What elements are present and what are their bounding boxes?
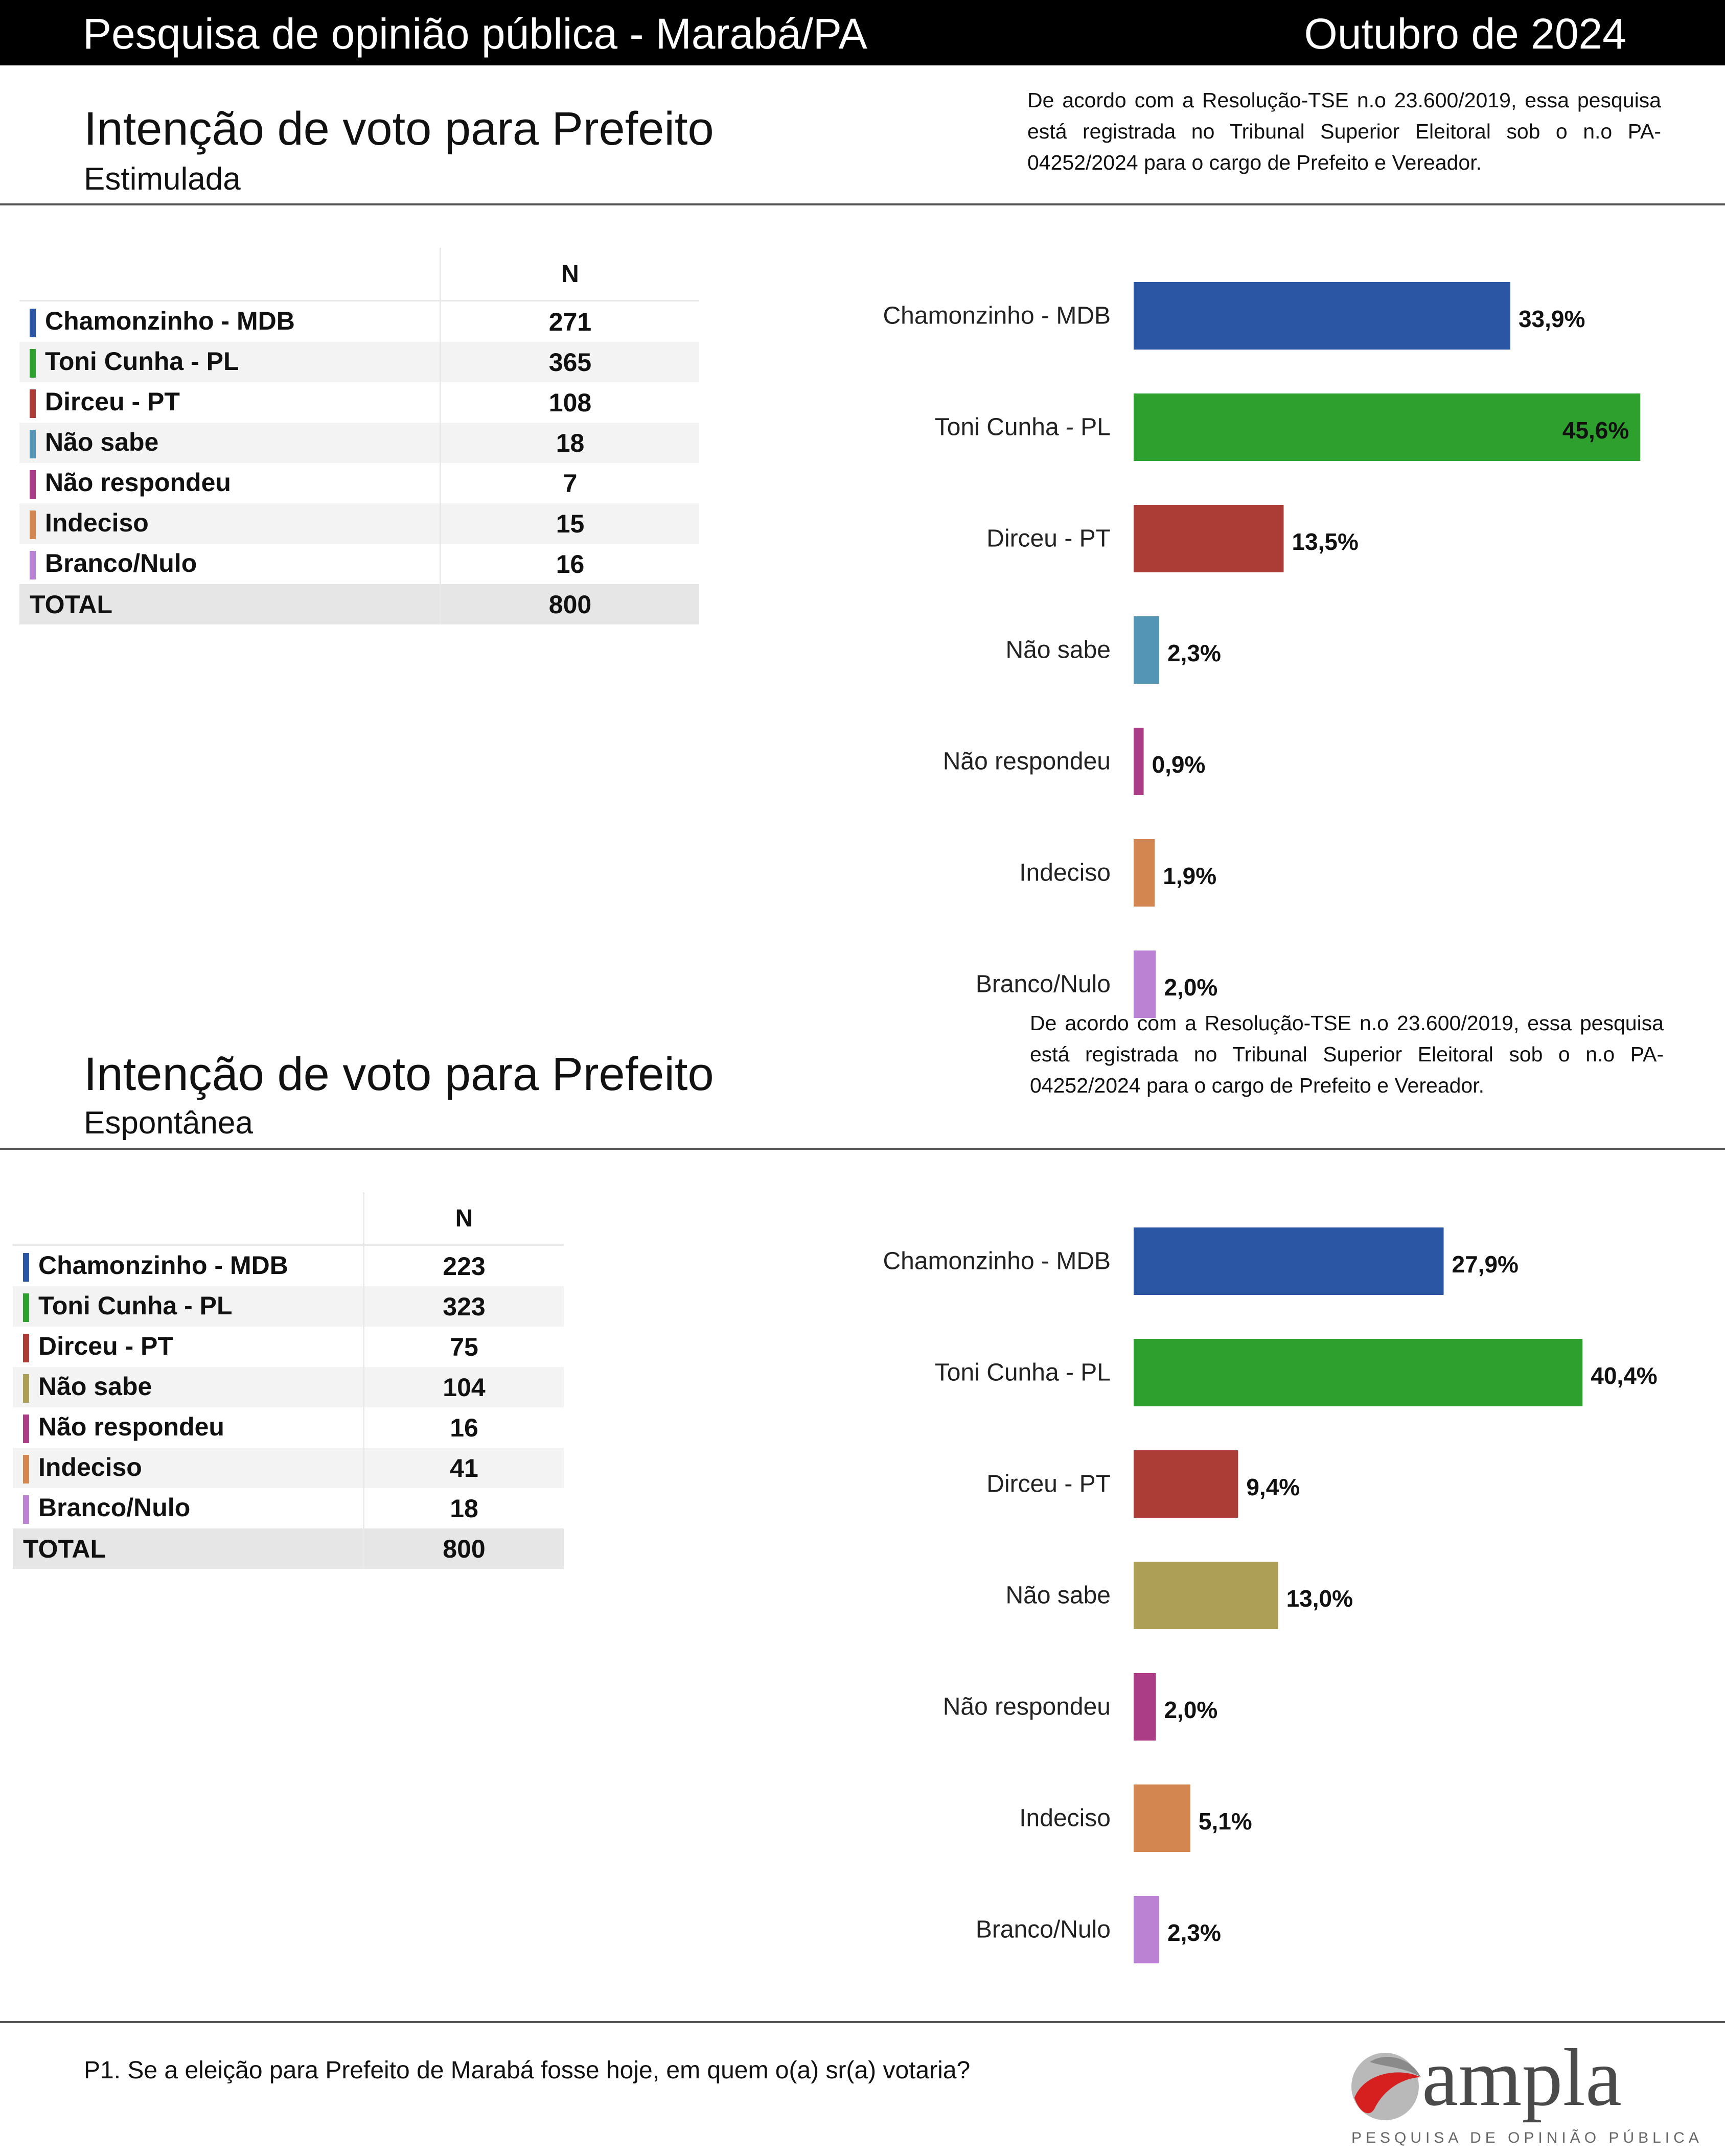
value-label: 40,4% bbox=[1591, 1362, 1658, 1389]
color-swatch bbox=[30, 551, 36, 579]
tse-notice-text: De acordo com a Resolução-TSE n.o 23.600/2019, essa pesquisa está registrada no Tribunal Superior Eleitoral sob o n.o PA-04252/2024 para o cargo de Prefeito e Vereador. bbox=[1030, 1011, 1664, 1097]
section-divider bbox=[0, 203, 1725, 205]
logo-swirl-icon bbox=[1344, 2042, 1431, 2128]
section-subtitle: Estimulada bbox=[84, 161, 241, 197]
row-count: 18 bbox=[364, 1488, 564, 1528]
table-row bbox=[13, 1407, 564, 1448]
value-label: 33,9% bbox=[1518, 306, 1585, 332]
value-label: 2,0% bbox=[1164, 1697, 1218, 1723]
value-label: 2,0% bbox=[1164, 974, 1218, 1001]
row-label-cell bbox=[19, 301, 441, 342]
footer-divider bbox=[0, 2021, 1725, 2023]
row-count: 108 bbox=[441, 382, 700, 423]
row-label: Toni Cunha - PL bbox=[38, 1291, 233, 1320]
category-label: Indeciso bbox=[1019, 1804, 1111, 1832]
color-swatch bbox=[30, 511, 36, 539]
table-row bbox=[13, 1488, 564, 1528]
report-date: Outubro de 2024 bbox=[1304, 10, 1626, 58]
table-row bbox=[13, 1367, 564, 1407]
row-count: 323 bbox=[364, 1286, 564, 1327]
section-title: Intenção de voto para Prefeito bbox=[84, 1048, 714, 1100]
count-header: N bbox=[441, 248, 700, 301]
value-label: 2,3% bbox=[1167, 640, 1221, 666]
survey-question: P1. Se a eleição para Prefeito de Marabá fosse hoje, em quem o(a) sr(a) votaria? bbox=[84, 2057, 971, 2084]
logo-tagline: PESQUISA DE OPINIÃO PÚBLICA bbox=[1351, 2129, 1703, 2146]
row-count: 41 bbox=[364, 1448, 564, 1488]
top-bar bbox=[0, 0, 1725, 65]
category-label: Dirceu - PT bbox=[986, 1470, 1111, 1498]
row-label: Não respondeu bbox=[38, 1412, 224, 1442]
row-label-cell bbox=[13, 1367, 364, 1407]
bar bbox=[1134, 1339, 1582, 1406]
tse-notice bbox=[1030, 1011, 1664, 1125]
row-label: Indeciso bbox=[45, 508, 149, 538]
bar bbox=[1134, 616, 1159, 684]
table-row bbox=[19, 503, 699, 544]
total-row bbox=[19, 584, 699, 624]
row-label-cell bbox=[19, 342, 441, 382]
category-label: Indeciso bbox=[1019, 859, 1111, 887]
value-label: 0,9% bbox=[1152, 751, 1206, 778]
value-label: 27,9% bbox=[1452, 1251, 1519, 1278]
row-count: 223 bbox=[364, 1245, 564, 1287]
report-title: Pesquisa de opinião pública - Marabá/PA bbox=[83, 10, 867, 58]
category-label: Chamonzinho - MDB bbox=[883, 1247, 1111, 1275]
chart-svg bbox=[767, 256, 1725, 1035]
row-label-cell bbox=[19, 463, 441, 503]
bar bbox=[1134, 1450, 1238, 1518]
row-label: Indeciso bbox=[38, 1453, 142, 1482]
row-label-cell bbox=[19, 544, 441, 584]
row-count: 75 bbox=[364, 1327, 564, 1367]
row-count: 16 bbox=[364, 1407, 564, 1448]
bar bbox=[1134, 839, 1155, 907]
ampla-logo bbox=[1339, 2031, 1703, 2149]
category-label: Chamonzinho - MDB bbox=[883, 302, 1111, 330]
row-count: 15 bbox=[441, 503, 700, 544]
row-count: 104 bbox=[364, 1367, 564, 1407]
category-label: Dirceu - PT bbox=[986, 525, 1111, 552]
value-label: 9,4% bbox=[1246, 1474, 1300, 1500]
table-row bbox=[19, 301, 699, 342]
category-label: Toni Cunha - PL bbox=[934, 1359, 1111, 1386]
table-row bbox=[13, 1245, 564, 1287]
section-subtitle: Espontânea bbox=[84, 1105, 253, 1141]
row-label-cell bbox=[13, 1448, 364, 1488]
color-swatch bbox=[23, 1415, 29, 1443]
bar bbox=[1134, 1896, 1159, 1963]
row-count: 16 bbox=[441, 544, 700, 584]
logo-wordmark: ampla bbox=[1422, 2032, 1622, 2123]
category-label: Branco/Nulo bbox=[975, 1916, 1111, 1943]
row-count: 18 bbox=[441, 423, 700, 463]
row-count: 271 bbox=[441, 301, 700, 342]
color-swatch bbox=[30, 430, 36, 458]
table-row bbox=[19, 463, 699, 503]
bar bbox=[1134, 1227, 1444, 1295]
total-count: 800 bbox=[441, 584, 700, 624]
bar bbox=[1134, 1673, 1156, 1741]
color-swatch bbox=[30, 349, 36, 378]
table-row bbox=[19, 382, 699, 423]
value-label: 45,6% bbox=[1562, 417, 1629, 444]
count-table bbox=[19, 248, 699, 624]
row-label-cell bbox=[13, 1245, 364, 1287]
category-label: Não respondeu bbox=[942, 1693, 1111, 1721]
row-label: Não sabe bbox=[45, 428, 159, 457]
category-label: Não sabe bbox=[1005, 1582, 1111, 1609]
row-label: Dirceu - PT bbox=[45, 387, 180, 416]
table-row bbox=[13, 1327, 564, 1367]
row-label-cell bbox=[13, 1407, 364, 1448]
total-count: 800 bbox=[364, 1528, 564, 1569]
row-label-cell bbox=[13, 1488, 364, 1528]
bar bbox=[1134, 1784, 1190, 1852]
value-label: 5,1% bbox=[1198, 1808, 1252, 1835]
tse-notice: De acordo com a Resolução-TSE n.o 23.600/2019, essa pesquisa está registrada no Tribunal Superior Eleitoral sob o n.o PA-04252/2024 para o cargo de Prefeito e Vereador. bbox=[1027, 88, 1661, 174]
bar-chart-estimulada bbox=[767, 256, 1725, 1035]
row-label: Branco/Nulo bbox=[38, 1493, 191, 1522]
color-swatch bbox=[30, 470, 36, 499]
row-label: Não respondeu bbox=[45, 468, 231, 497]
color-swatch bbox=[23, 1495, 29, 1524]
color-swatch bbox=[23, 1455, 29, 1483]
row-count: 7 bbox=[441, 463, 700, 503]
row-label-cell bbox=[13, 1327, 364, 1367]
total-label: TOTAL bbox=[13, 1528, 364, 1569]
value-label: 2,3% bbox=[1167, 1919, 1221, 1946]
count-header: N bbox=[364, 1192, 564, 1245]
total-label: TOTAL bbox=[19, 584, 441, 624]
category-label: Não respondeu bbox=[942, 748, 1111, 775]
color-swatch bbox=[30, 389, 36, 418]
row-count: 365 bbox=[441, 342, 700, 382]
row-label: Branco/Nulo bbox=[45, 549, 197, 578]
value-label: 13,5% bbox=[1292, 528, 1359, 555]
table-row bbox=[13, 1448, 564, 1488]
table-row bbox=[13, 1286, 564, 1327]
section-divider bbox=[0, 1148, 1725, 1150]
row-label-cell bbox=[13, 1286, 364, 1327]
value-label: 1,9% bbox=[1163, 863, 1217, 889]
color-swatch bbox=[23, 1253, 29, 1282]
bar bbox=[1134, 728, 1144, 795]
category-label: Não sabe bbox=[1005, 636, 1111, 664]
color-swatch bbox=[30, 309, 36, 337]
table-row bbox=[19, 342, 699, 382]
bar bbox=[1134, 1562, 1278, 1629]
category-label: Toni Cunha - PL bbox=[934, 413, 1111, 441]
count-table bbox=[13, 1192, 564, 1569]
row-label: Toni Cunha - PL bbox=[45, 347, 239, 376]
category-label: Branco/Nulo bbox=[975, 970, 1111, 998]
row-label-cell bbox=[19, 423, 441, 463]
table-row bbox=[19, 423, 699, 463]
color-swatch bbox=[23, 1334, 29, 1362]
value-label: 13,0% bbox=[1286, 1585, 1353, 1612]
color-swatch bbox=[23, 1293, 29, 1322]
row-label: Não sabe bbox=[38, 1372, 152, 1401]
section-title: Intenção de voto para Prefeito bbox=[84, 103, 714, 155]
bar-chart-espontanea bbox=[767, 1201, 1725, 1981]
color-swatch bbox=[23, 1374, 29, 1403]
row-label: Chamonzinho - MDB bbox=[38, 1251, 288, 1280]
row-label-cell bbox=[19, 382, 441, 423]
table-row bbox=[19, 544, 699, 584]
row-label: Dirceu - PT bbox=[38, 1332, 173, 1361]
bar bbox=[1134, 282, 1510, 350]
row-label: Chamonzinho - MDB bbox=[45, 307, 295, 336]
total-row bbox=[13, 1528, 564, 1569]
row-label-cell bbox=[19, 503, 441, 544]
chart-svg bbox=[767, 1201, 1725, 1981]
bar bbox=[1134, 505, 1283, 572]
